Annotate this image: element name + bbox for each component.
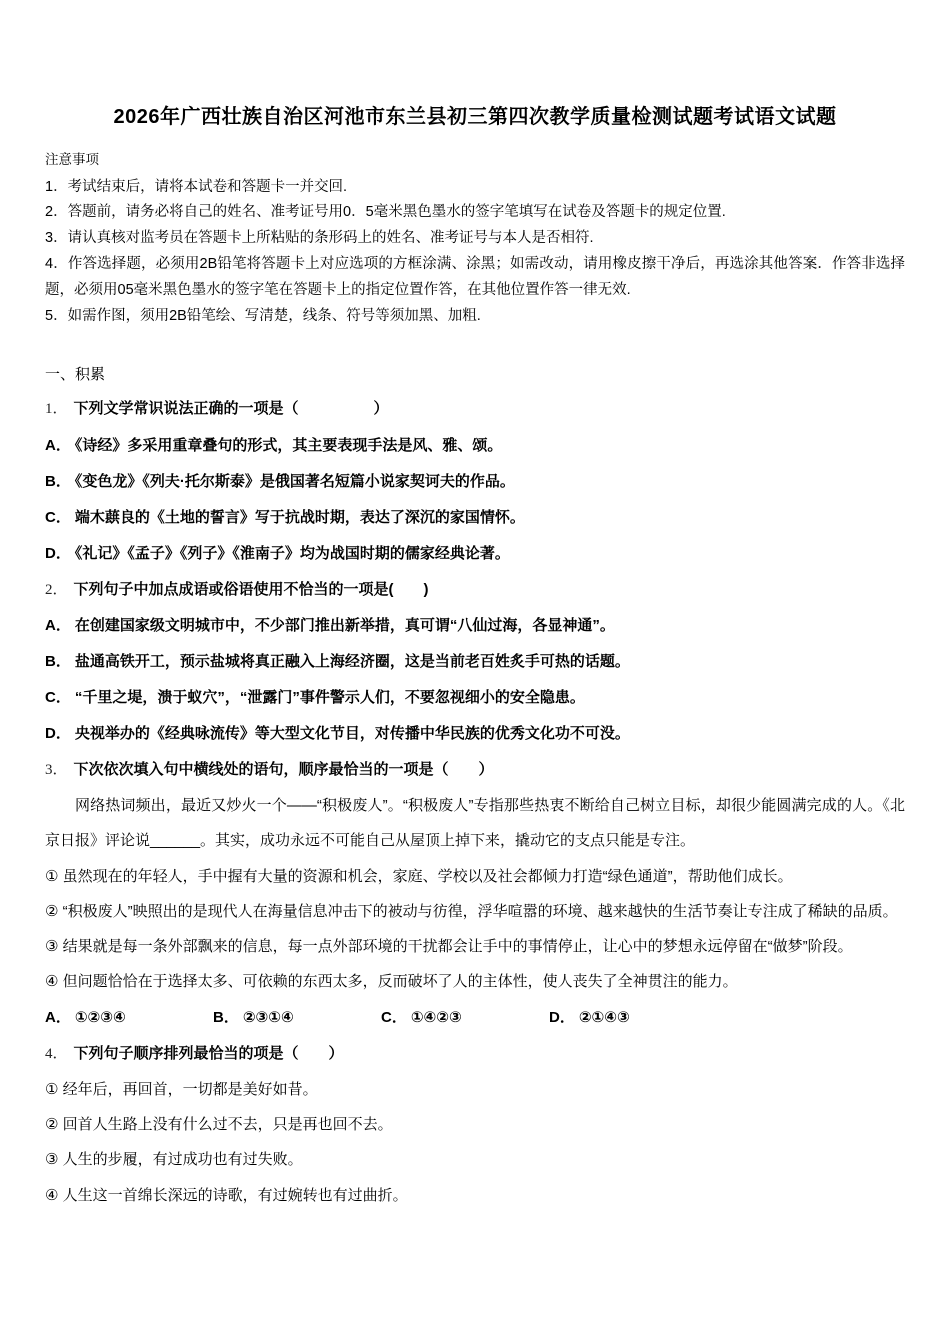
option-label: D． bbox=[549, 1008, 575, 1026]
question-3-passage: 网络热词频出，最近又炒火一个——“积极废人”。“积极废人”专指那些热衷不断给自己树立目标，却很少能圆满完成的人。《北京日报》评论说______。其实，成功永远不可能自己从屋顶上掉下来，撬动它的支点只能是专注。 bbox=[45, 797, 905, 850]
option-text: 《礼记》《孟子》《列子》《淮南子》均为战国时期的儒家经典论著。 bbox=[74, 544, 510, 562]
option-text: ①④②③ bbox=[410, 1008, 462, 1026]
option-text: 盐通高铁开工，预示盐城将真正融入上海经济圈，这是当前老百姓炙手可热的话题。 bbox=[74, 652, 630, 670]
question-1-option-c bbox=[45, 500, 905, 536]
option-text: 端木蕻良的《土地的誓言》写于抗战时期，表达了深沉的家国情怀。 bbox=[74, 508, 525, 526]
question-3-answer-d bbox=[549, 1000, 717, 1036]
option-label: A． bbox=[45, 1008, 71, 1026]
question-2-number: 2． bbox=[45, 581, 68, 598]
option-text: 在创建国家级文明城市中，不少部门推出新举措，真可谓“八仙过海，各显神通”。 bbox=[74, 616, 615, 634]
question-2 bbox=[45, 572, 905, 752]
question-1-stem-text: 下列文学常识说法正确的一项是（ ） bbox=[73, 400, 389, 418]
question-3-sentence-2: ② “积极废人”映照出的是现代人在海量信息冲击下的被动与彷徨，浮华喧嚣的环境、越来越快的生活节奏让专注成了稀缺的品质。 bbox=[45, 902, 898, 920]
question-1-option-b bbox=[45, 464, 905, 500]
question-2-stem bbox=[45, 572, 905, 608]
question-4-stem bbox=[45, 1036, 905, 1072]
option-label: B． bbox=[213, 1008, 239, 1026]
option-text: ②①④③ bbox=[578, 1008, 630, 1026]
question-2-option-b bbox=[45, 644, 905, 680]
question-2-option-d bbox=[45, 716, 905, 752]
option-label: C． bbox=[45, 508, 71, 526]
option-text: 《诗经》多采用重章叠句的形式，其主要表现手法是风、雅、颂。 bbox=[74, 436, 503, 454]
question-1-number: 1． bbox=[45, 401, 68, 418]
option-text: “千里之堤，溃于蚁穴”，“泄露门”事件警示人们，不要忽视细小的安全隐患。 bbox=[74, 688, 585, 706]
option-label: C． bbox=[381, 1008, 407, 1026]
option-label: A． bbox=[45, 436, 71, 454]
question-3-answer-b bbox=[213, 1000, 381, 1036]
question-3 bbox=[45, 752, 905, 1036]
question-1-option-a bbox=[45, 428, 905, 464]
question-1-option-d bbox=[45, 536, 905, 572]
question-1-stem bbox=[45, 391, 905, 427]
question-3-stem bbox=[45, 752, 905, 788]
notice-section bbox=[45, 149, 905, 329]
question-1 bbox=[45, 391, 905, 571]
option-label: C． bbox=[45, 688, 71, 706]
question-4-number: 4． bbox=[45, 1045, 68, 1062]
question-4 bbox=[45, 1036, 905, 1213]
page-title: 2026年广西壮族自治区河池市东兰县初三第四次教学质量检测试题考试语文试题 bbox=[113, 106, 837, 128]
question-4-sentence-4: ④ 人生这一首绵长深远的诗歌，有过婉转也有过曲折。 bbox=[45, 1186, 408, 1204]
notice-item-3: 3．请认真核对监考员在答题卡上所粘贴的条形码上的姓名、准考证号与本人是否相符. bbox=[45, 230, 594, 247]
question-3-sentence-3: ③ 结果就是每一条外部飘来的信息，每一点外部环境的干扰都会让手中的事情停止，让心中的梦想永远停留在“做梦”阶段。 bbox=[45, 938, 853, 956]
question-3-sentence-1: ① 虽然现在的年轻人，手中握有大量的资源和机会，家庭、学校以及社会都倾力打造“绿色通道”，帮助他们成长。 bbox=[45, 867, 793, 885]
option-label: D． bbox=[45, 544, 71, 562]
question-3-sentence-4: ④ 但问题恰恰在于选择太多、可依赖的东西太多，反而破坏了人的主体性，使人丧失了全神贯注的能力。 bbox=[45, 973, 738, 991]
option-text: ②③①④ bbox=[242, 1008, 294, 1026]
question-4-sentence-3: ③ 人生的步履，有过成功也有过失败。 bbox=[45, 1151, 303, 1169]
option-text: 央视举办的《经典咏流传》等大型文化节目，对传播中华民族的优秀文化功不可没。 bbox=[74, 724, 630, 742]
option-text: 《变色龙》《列夫·托尔斯泰》是俄国著名短篇小说家契诃夫的作品。 bbox=[74, 472, 515, 490]
notice-item-1: 1．考试结束后，请将本试卷和答题卡一并交回. bbox=[45, 178, 348, 195]
section-heading-accumulation: 一、积累 bbox=[45, 366, 106, 384]
question-3-answer-c bbox=[381, 1000, 549, 1036]
option-text: ①②③④ bbox=[74, 1008, 126, 1026]
question-3-answer-a bbox=[45, 1000, 213, 1036]
option-label: B． bbox=[45, 652, 71, 670]
notice-item-5: 5．如需作图，须用2B铅笔绘、写清楚，线条、符号等须加黑、加粗. bbox=[45, 307, 481, 324]
question-4-stem-text: 下列句子顺序排列最恰当的项是（ ） bbox=[73, 1044, 344, 1062]
option-label: A． bbox=[45, 616, 71, 634]
question-3-number: 3． bbox=[45, 761, 68, 778]
notice-item-4: 4．作答选择题，必须用2B铅笔将答题卡上对应选项的方框涂满、涂黑；如需改动，请用橡皮擦干净后，再选涂其他答案．作答非选择题，必须用05毫米黑色墨水的签字笔在答题卡上的指定位置作答，在其他位置作答一律无效. bbox=[45, 255, 905, 298]
option-label: B． bbox=[45, 472, 71, 490]
notice-heading: 注意事项 bbox=[45, 152, 99, 167]
option-label: D． bbox=[45, 724, 71, 742]
question-3-stem-text: 下次依次填入句中横线处的语句，顺序最恰当的一项是（ ） bbox=[73, 760, 494, 778]
question-2-stem-text: 下列句子中加点成语或俗语使用不恰当的一项是( ) bbox=[73, 580, 429, 598]
question-4-sentence-1: ① 经年后，再回首，一切都是美好如昔。 bbox=[45, 1080, 318, 1098]
question-2-option-c bbox=[45, 680, 905, 716]
notice-item-2: 2．答题前，请务必将自己的姓名、准考证号用0．5毫米黑色墨水的签字笔填写在试卷及答题卡的规定位置. bbox=[45, 204, 726, 221]
question-2-option-a bbox=[45, 608, 905, 644]
question-4-sentence-2: ② 回首人生路上没有什么过不去，只是再也回不去。 bbox=[45, 1116, 393, 1134]
question-3-answer-row bbox=[45, 1000, 905, 1036]
